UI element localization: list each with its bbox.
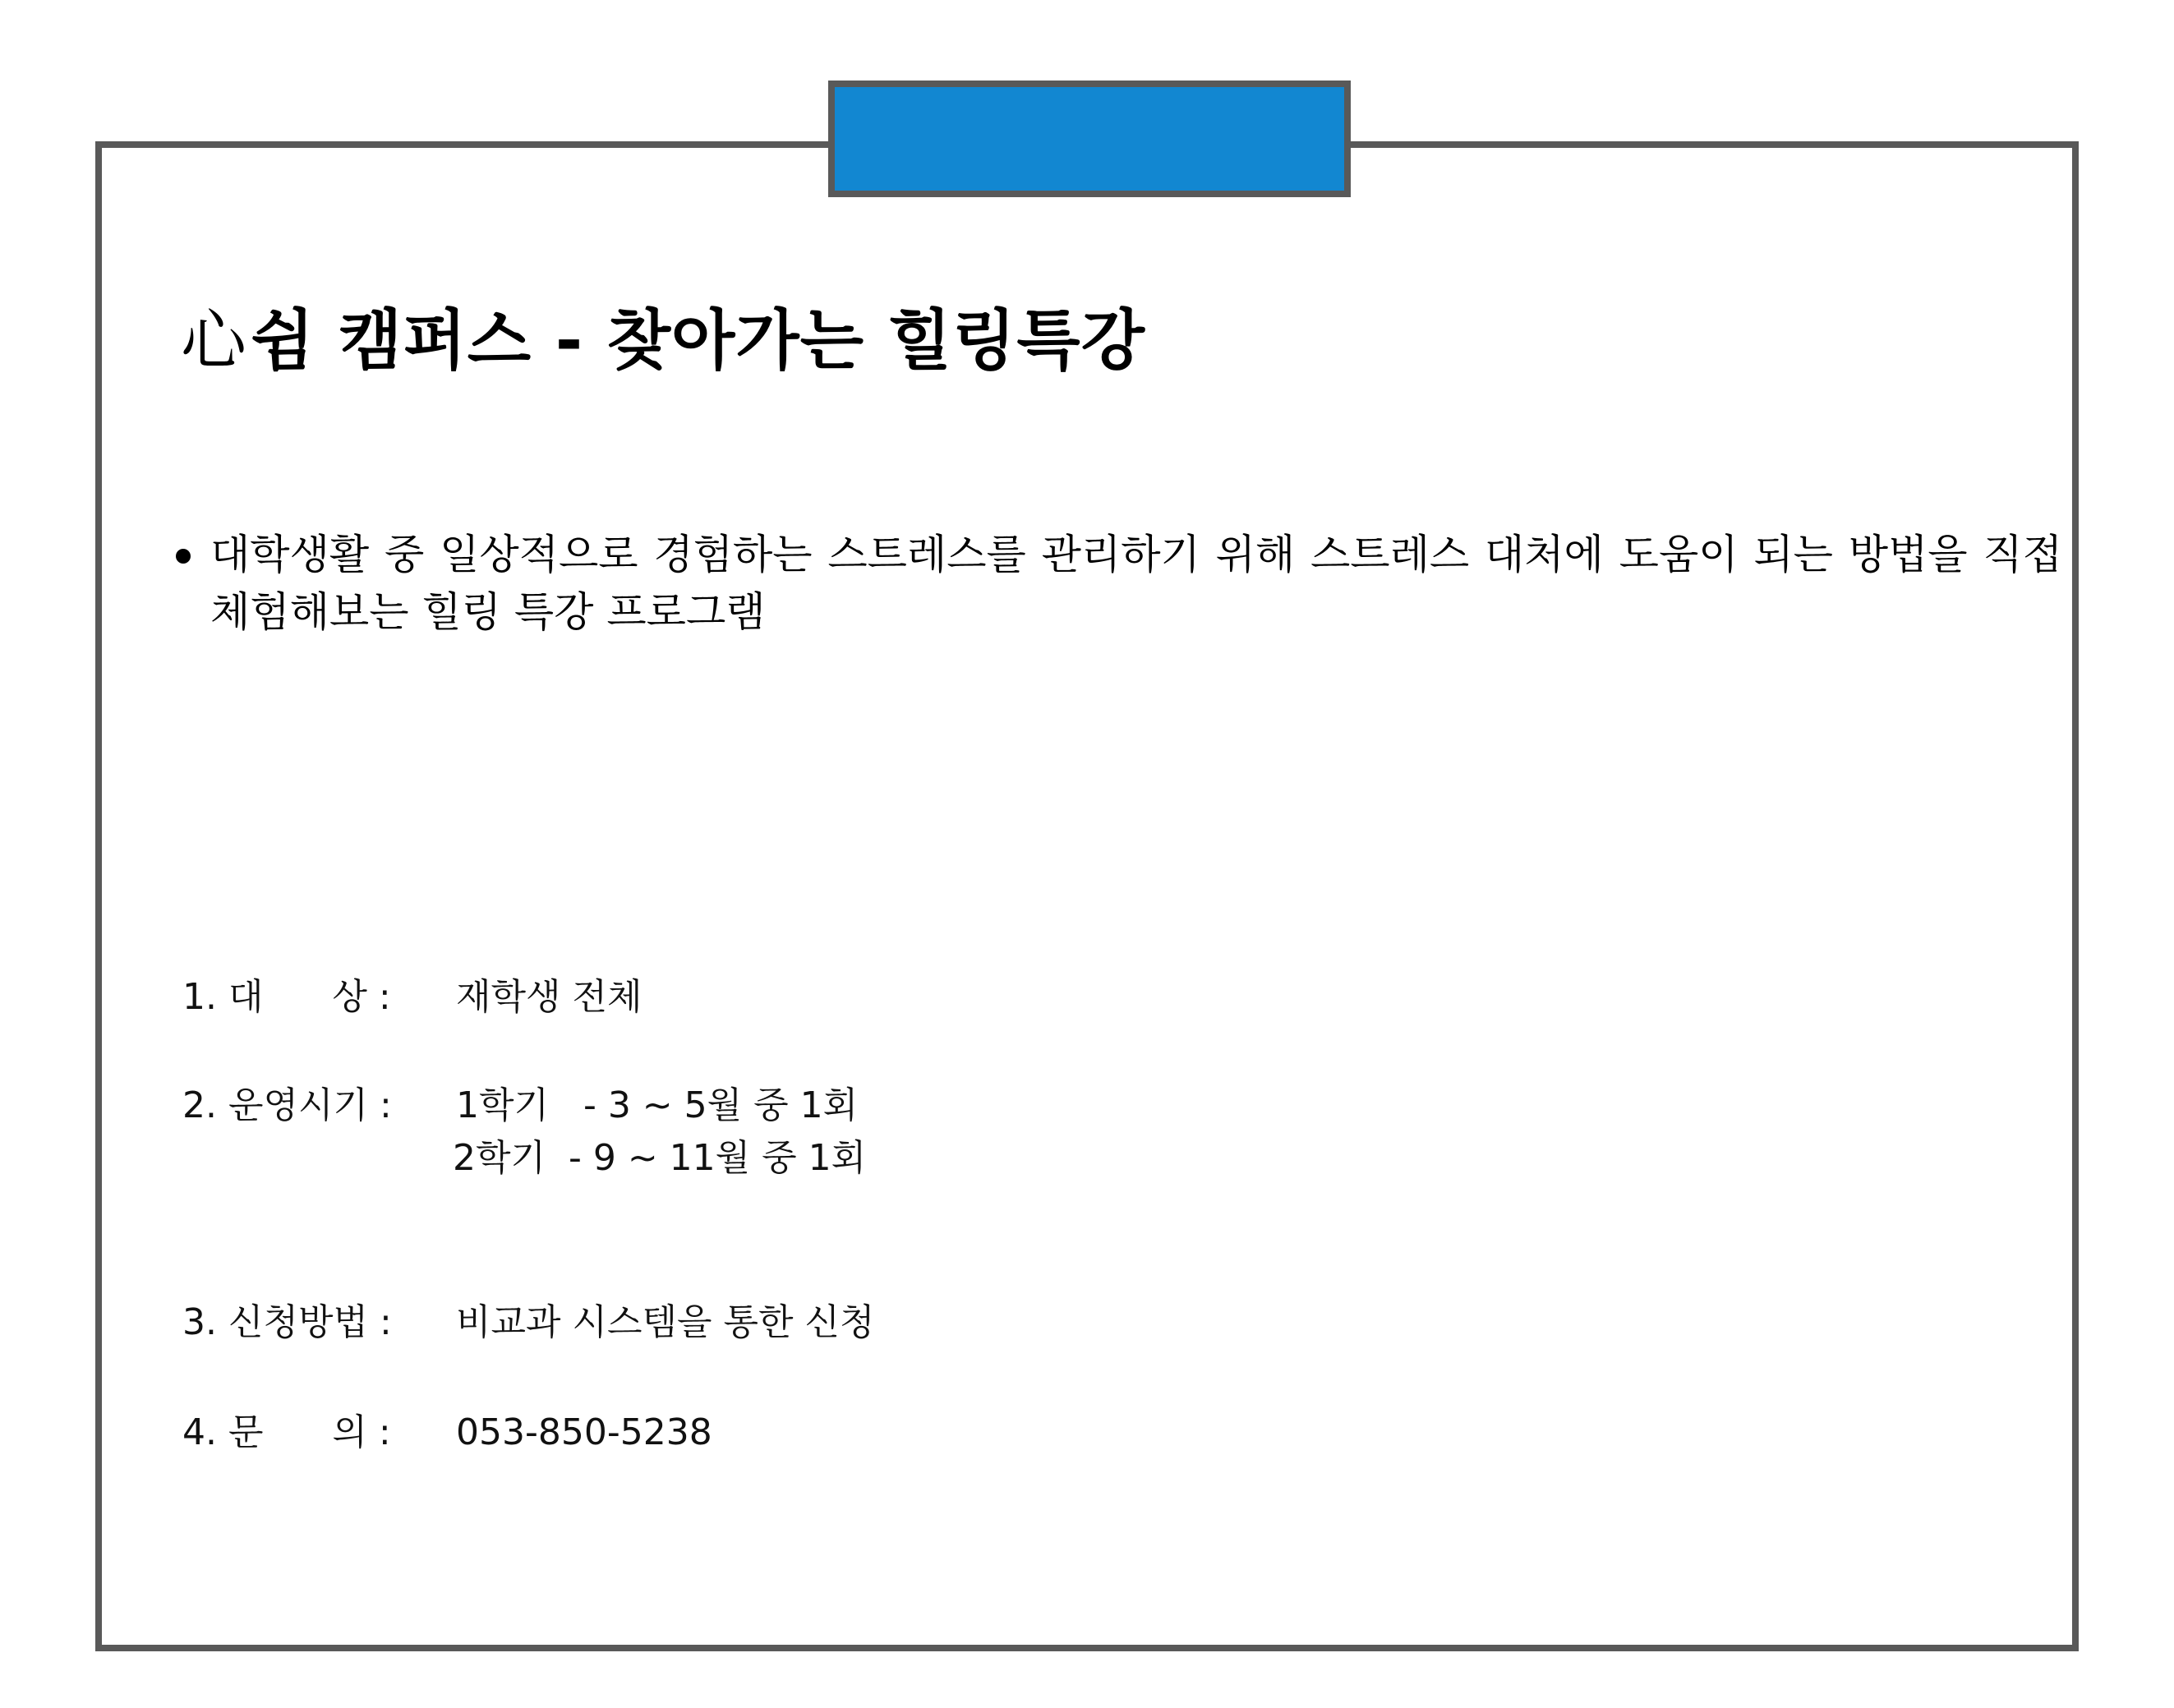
detail-value-period-second: 2학기 - 9 ~ 11월 중 1회 [453,1137,867,1179]
page-title [181,289,1145,380]
detail-label-contact: 4. 문 의 : [182,1411,391,1453]
detail-value-period-first: 1학기 - 3 ~ 5월 중 1회 [456,1084,859,1126]
intro-paragraph [176,526,2062,641]
detail-value-target: 재학생 전체 [456,976,643,1018]
bullet-dot-icon [176,549,191,564]
intro-text: 대학생활 중 일상적으로 경험하는 스트레스를 관리하기 위해 스트레스 대처에 도움이 되는 방법을 직접 체험해보는 힐링 특강 프로그램 [210,531,2062,636]
header-tab [828,81,1351,197]
title-text: 쉼 캠퍼스 - 찾아가는 힐링특강 [251,302,1145,379]
detail-value-contact: 053-850-5238 [456,1411,712,1453]
title-heart-char: 心 [181,302,247,379]
detail-value-period [453,1080,867,1185]
detail-label-target: 1. 대 상 : [182,976,391,1018]
detail-label-method: 3. 신청방법 : [182,1301,392,1343]
detail-label-period: 2. 운영시기 : [182,1084,392,1126]
detail-value-method: 비교과 시스템을 통한 신청 [456,1301,875,1343]
